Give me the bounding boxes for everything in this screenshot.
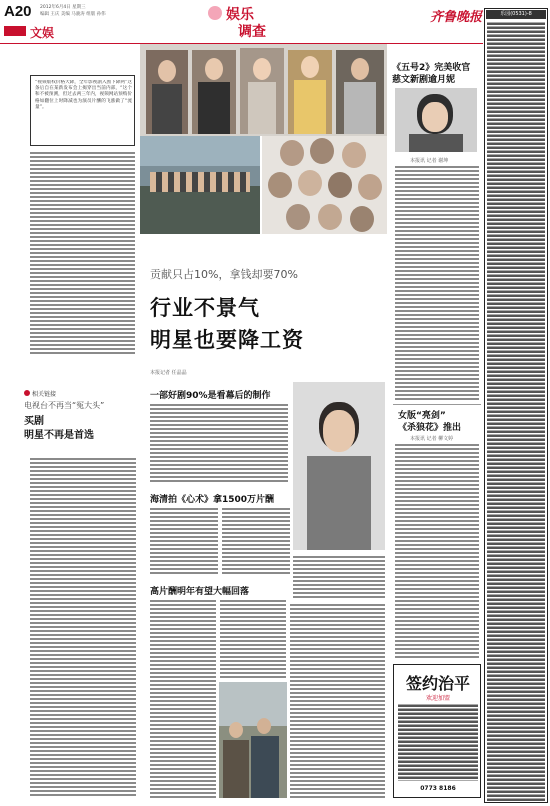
story2-byline: 本报讯 记者 柳文婷 <box>410 436 454 442</box>
page-number: A20 <box>4 3 32 20</box>
star-photo-1 <box>146 50 188 134</box>
ad-body-text <box>398 703 478 781</box>
main-headline-1: 行业不景气 <box>150 296 260 320</box>
main-headline-2: 明星也要降工资 <box>150 328 304 352</box>
left-body-text-2 <box>30 456 136 798</box>
sidebar-title-2: 明星不再是首选 <box>24 430 94 441</box>
column-logo-bubble <box>208 6 222 20</box>
ad-title: 签约治平 <box>405 674 470 693</box>
right-column-divider <box>393 404 481 405</box>
center-body-text-3a <box>150 598 216 798</box>
main-byline: 本报记者 任晶晶 <box>150 370 187 376</box>
star-photo-5 <box>336 50 384 134</box>
staff-line: 编辑 王庆 美编 马骏涛 组版 孙伟 <box>40 12 106 17</box>
center-body-text-2c <box>293 554 385 598</box>
column-logo <box>208 4 298 40</box>
center-body-text-3c <box>290 602 385 798</box>
headshot-1 <box>280 140 304 166</box>
related-link-title: 电视台不再当“冤大头” <box>24 401 105 410</box>
column-logo-line1: 娱乐 <box>226 7 254 23</box>
headshot-2 <box>310 138 334 164</box>
center-body-text-3b <box>220 598 286 678</box>
headshot-7 <box>358 174 382 200</box>
story1-title-2: 慈文新剧逾月妮 <box>392 75 456 85</box>
recruit-ad-box <box>393 664 481 798</box>
actress-portrait <box>293 382 385 550</box>
intro-box <box>30 75 135 146</box>
section-swatch <box>4 26 26 36</box>
ad-badge: 乐园(0531)-8 <box>486 10 546 19</box>
classified-text <box>487 21 545 801</box>
subhead-2: 海清拍《心术》拿1500万片酬 <box>150 495 275 505</box>
subhead-3: 高片酬明年有望大幅回落 <box>150 587 250 597</box>
center-body-text-2a <box>150 506 218 574</box>
star-photo-2 <box>192 50 236 134</box>
drama-still-photo <box>219 682 287 798</box>
center-body-text-2b <box>222 506 290 574</box>
intro-text: “视频版权价格大降，全年影视剧入围下降两”这条后自在某新发布会上揭穿出当前内部，“这个和不被预测，但过去两三年内，视频网站预购价格如翻位上时降减也为演员片酬的飞涨做了“流量”。 <box>35 80 132 110</box>
headshot-8 <box>286 204 310 230</box>
headshot-10 <box>350 206 374 232</box>
header-bar <box>0 0 550 44</box>
center-body-text-1 <box>150 402 288 482</box>
headshot-6 <box>328 172 352 198</box>
headshot-4 <box>268 172 292 198</box>
related-link-label: 相关链接 <box>32 391 57 398</box>
star-photo-4 <box>288 50 332 134</box>
story2-title-2: 《杀狼花》推出 <box>398 423 462 433</box>
star-photo-3 <box>240 48 284 134</box>
story1-body-text <box>395 164 479 400</box>
ad-tagline: 欢迎加盟 <box>425 695 450 702</box>
sidebar-title-1: 买剧 <box>24 416 44 427</box>
headshot-5 <box>298 170 322 196</box>
date-line: 2012年6月4日 星期三 <box>40 5 86 10</box>
classified-ad-column <box>484 8 548 803</box>
story1-photo <box>395 88 477 152</box>
paper-name: 齐鲁晚报 <box>430 10 483 25</box>
story2-title-1: 女版“亮剑” <box>398 411 446 421</box>
group-photo <box>140 136 260 234</box>
star-photo-strip <box>140 44 387 136</box>
column-logo-line2: 调查 <box>238 24 266 40</box>
story1-title-1: 《五号2》完美收官 <box>392 63 471 73</box>
related-link-icon <box>24 390 30 396</box>
story2-body-text <box>395 442 479 660</box>
subhead-1: 一部好剧90%是看幕后的制作 <box>150 391 271 401</box>
main-kicker: 贡献只占10%，拿钱却要70% <box>150 268 298 281</box>
ad-phone: 0773 8186 <box>420 785 456 792</box>
section-label: 文娱 <box>30 26 55 40</box>
related-link-block <box>24 388 136 450</box>
headshot-3 <box>342 142 366 168</box>
headshot-9 <box>318 204 342 230</box>
left-body-text-1 <box>30 150 135 355</box>
headshot-collage <box>262 136 387 234</box>
story1-byline: 本报讯 记者 谢坤 <box>410 158 449 164</box>
